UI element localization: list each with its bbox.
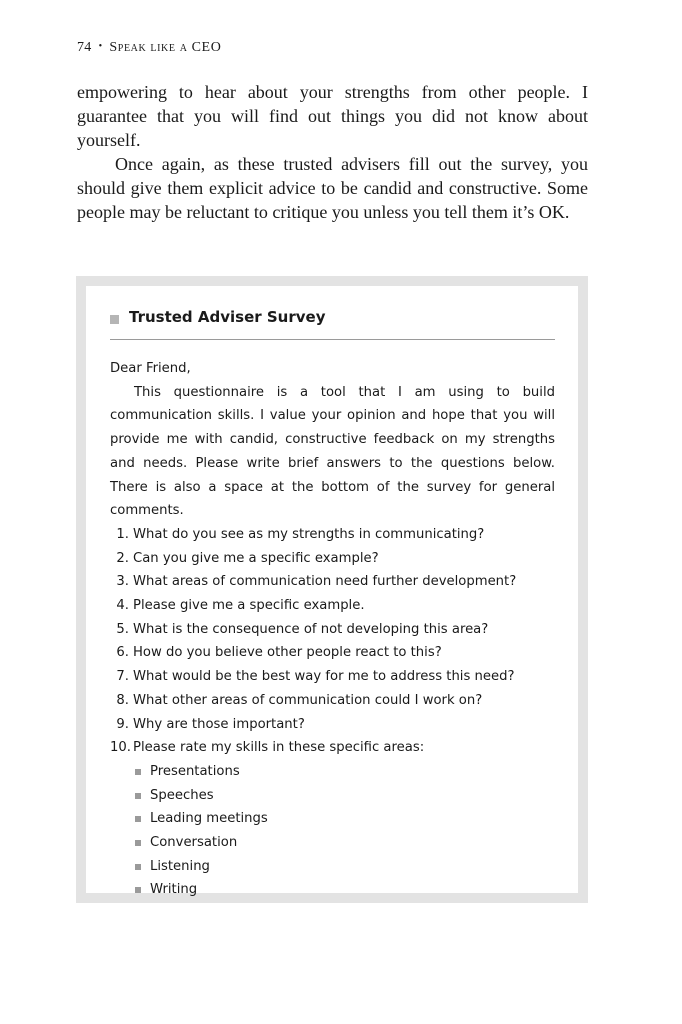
question-item: [110, 736, 555, 760]
skills-list: [110, 760, 555, 902]
skill-item: [135, 807, 555, 831]
skill-label: Listening: [150, 858, 210, 874]
header-separator: •: [98, 41, 103, 52]
question-text: How do you believe other people react to this?: [133, 645, 442, 661]
question-number: 1.: [116, 526, 129, 542]
skill-label: Conversation: [150, 835, 238, 851]
skill-label: Speeches: [150, 787, 214, 803]
skill-item: [135, 831, 555, 855]
question-item: [110, 570, 555, 594]
square-bullet-icon: [135, 864, 141, 870]
question-item: [110, 523, 555, 547]
survey-letter: [110, 357, 555, 902]
greeting: Dear Friend,: [110, 361, 191, 376]
question-text: What would be the best way for me to address this need?: [133, 669, 515, 685]
question-text: Please rate my skills in these specific areas:: [133, 740, 425, 756]
question-number: 10.: [110, 740, 131, 756]
question-text: What is the consequence of not developing this area?: [133, 621, 489, 637]
question-item: [110, 689, 555, 713]
question-text: Can you give me a specific example?: [133, 550, 379, 566]
survey-heading: Trusted Adviser Survey: [129, 308, 326, 326]
square-bullet-icon: [135, 816, 141, 822]
question-text: What other areas of communication could I work on?: [133, 692, 483, 708]
survey-sidebar-box: [76, 276, 588, 903]
question-item: [110, 713, 555, 737]
square-bullet-icon: [135, 840, 141, 846]
question-number: 7.: [116, 669, 129, 685]
body-paragraph: empowering to hear about your strengths from other people. I guarantee that you will find out things you did not know about yourself.: [77, 82, 588, 150]
question-number: 8.: [116, 692, 129, 708]
book-title: Speak like a CEO: [109, 40, 222, 55]
question-text: Why are those important?: [133, 716, 305, 732]
question-item: [110, 618, 555, 642]
square-bullet-icon: [110, 315, 119, 324]
body-text: [77, 80, 588, 224]
survey-heading-row: [110, 308, 555, 340]
square-bullet-icon: [135, 887, 141, 893]
square-bullet-icon: [135, 793, 141, 799]
survey-sidebar-inner: [86, 286, 578, 898]
question-item: [110, 547, 555, 571]
question-number: 3.: [116, 574, 129, 590]
question-number: 5.: [116, 621, 129, 637]
question-number: 6.: [116, 645, 129, 661]
question-item: [110, 665, 555, 689]
skill-label: Leading meetings: [150, 811, 268, 827]
question-text: What do you see as my strengths in communicating?: [133, 526, 485, 542]
running-head: [77, 40, 221, 56]
skill-item: [135, 784, 555, 808]
question-number: 9.: [116, 716, 129, 732]
skill-item: [135, 855, 555, 879]
skill-label: Presentations: [150, 763, 240, 779]
question-text: Please give me a specific example.: [133, 598, 365, 614]
skill-item: [135, 760, 555, 784]
square-bullet-icon: [135, 769, 141, 775]
page-number: 74: [77, 40, 92, 55]
skill-item: [135, 878, 555, 902]
survey-intro: This questionnaire is a tool that I am using to build communication skills. I value your opinion and hope that you will provide me with candid, constructive feedback on my strengths and needs. Please write brief answers to the questions below. There is also a space at the bottom of the survey for general comments.: [110, 384, 555, 519]
question-text: What areas of communication need further development?: [133, 574, 517, 590]
question-number: 4.: [116, 598, 129, 614]
question-number: 2.: [116, 550, 129, 566]
question-list: [110, 523, 555, 760]
body-paragraph: Once again, as these trusted advisers fill out the survey, you should give them explicit advice to be candid and constructive. Some people may be reluctant to critique you unless you tell them it’s OK.: [77, 154, 588, 222]
skill-label: Writing: [150, 882, 198, 898]
question-item: [110, 594, 555, 618]
question-item: [110, 641, 555, 665]
